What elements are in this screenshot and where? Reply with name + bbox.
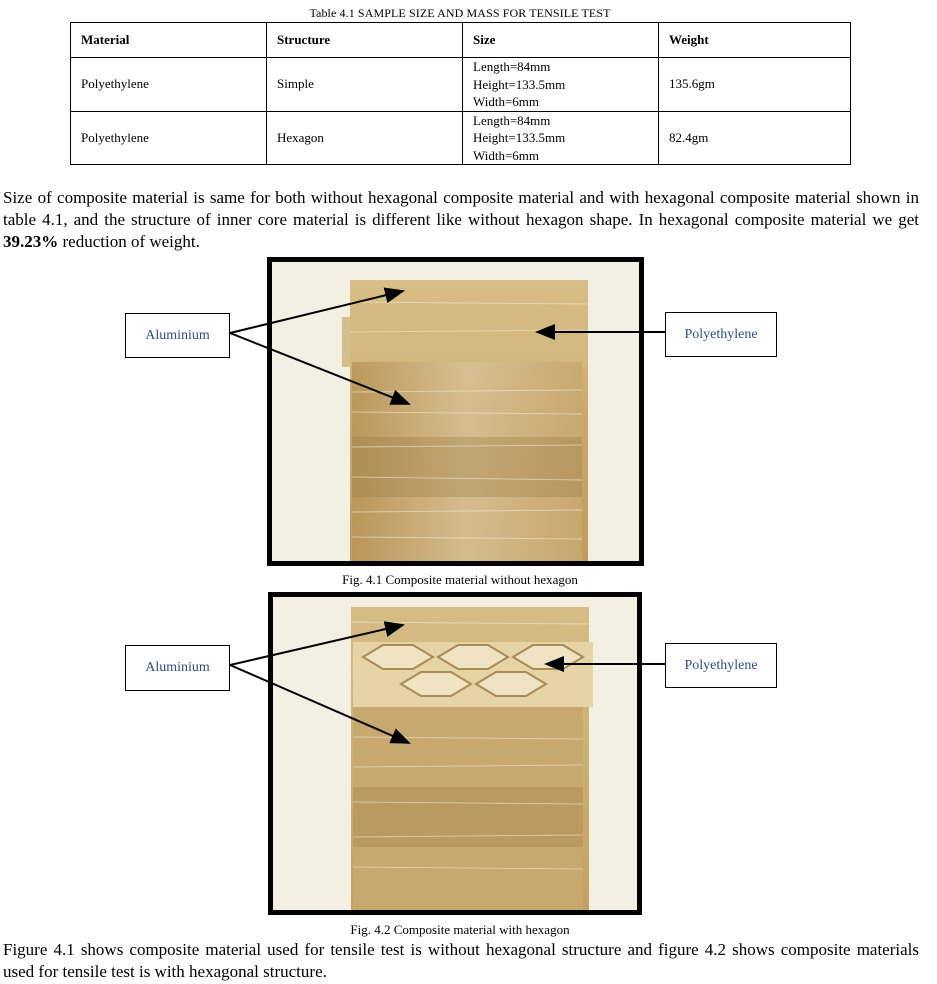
size-width: Width=6mm bbox=[473, 94, 540, 109]
label-aluminium: Aluminium bbox=[125, 645, 230, 691]
cell-material: Polyethylene bbox=[71, 58, 267, 112]
size-height: Height=133.5mm bbox=[473, 130, 566, 145]
figure1-caption: Fig. 4.1 Composite material without hexagon bbox=[342, 572, 578, 587]
label-polyethylene: Polyethylene bbox=[665, 312, 777, 357]
cell-structure: Simple bbox=[267, 58, 463, 112]
label-aluminium: Aluminium bbox=[125, 313, 230, 358]
figure2-photo bbox=[268, 592, 642, 915]
paragraph-text-end: reduction of weight. bbox=[58, 232, 200, 251]
figure1-photo bbox=[267, 257, 644, 566]
header-size: Size bbox=[463, 23, 659, 58]
label-polyethylene: Polyethylene bbox=[665, 643, 777, 688]
cell-material: Polyethylene bbox=[71, 111, 267, 165]
header-material: Material bbox=[71, 23, 267, 58]
paragraph-figure-description: Figure 4.1 shows composite material used for tensile test is without hexagonal structure and figure 4.2 shows composite materials used for tensile test is with hexagonal structure. bbox=[3, 940, 919, 981]
cell-size bbox=[463, 58, 659, 112]
size-length: Length=84mm bbox=[473, 112, 551, 128]
sample-table bbox=[70, 22, 851, 165]
paragraph-weight-reduction bbox=[3, 187, 919, 253]
header-weight: Weight bbox=[659, 23, 851, 58]
table-caption: Table 4.1 SAMPLE SIZE AND MASS FOR TENSILE TEST bbox=[309, 6, 611, 20]
size-height: Height=133.5mm bbox=[473, 76, 566, 92]
cell-weight: 135.6gm bbox=[659, 58, 851, 112]
header-structure: Structure bbox=[267, 23, 463, 58]
sample-plate-image bbox=[272, 262, 639, 561]
table-row bbox=[71, 58, 851, 112]
cell-structure: Hexagon bbox=[267, 111, 463, 165]
hexagon-sample-image bbox=[273, 597, 637, 910]
size-width: Width=6mm bbox=[473, 147, 540, 163]
table-row bbox=[71, 111, 851, 165]
weight-reduction-value: 39.23% bbox=[3, 232, 59, 251]
table-header-row bbox=[71, 23, 851, 58]
cell-size bbox=[463, 111, 659, 165]
figure2-caption: Fig. 4.2 Composite material with hexagon bbox=[350, 922, 570, 937]
size-length: Length=84mm bbox=[473, 59, 551, 74]
cell-weight: 82.4gm bbox=[659, 111, 851, 165]
paragraph-text: Size of composite material is same for both without hexagonal composite material and with hexagonal composite material shown in table 4.1, and the structure of inner core material is different like without hexagon shape. In hexagonal composite material we get bbox=[3, 188, 919, 229]
